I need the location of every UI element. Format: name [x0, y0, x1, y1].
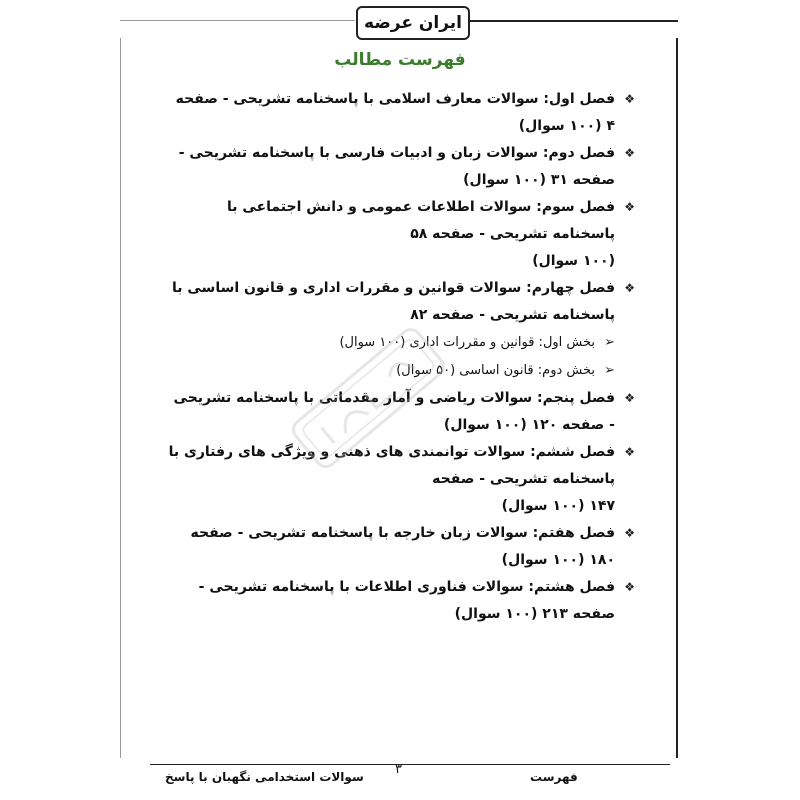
diamond-bullet-icon: ❖ — [624, 391, 635, 405]
toc-entry-chapter-1 — [165, 86, 635, 140]
diamond-bullet-icon: ❖ — [624, 146, 635, 160]
toc-entry-text: فصل اول: سوالات معارف اسلامی با پاسخنامه تشریحی - صفحه ۴ (۱۰۰ سوال) — [175, 91, 615, 134]
toc-entry-chapter-2 — [165, 140, 635, 194]
logo-text: ایران عرضه — [364, 13, 462, 33]
footer-rule — [150, 764, 670, 765]
footer-book-title: سوالات استخدامی نگهبان با پاسخ — [165, 770, 364, 784]
diamond-bullet-icon: ❖ — [624, 200, 635, 214]
toc-entry-chapter-7 — [165, 520, 635, 574]
page-number: ۳ — [395, 762, 402, 777]
toc-entry-text: فصل سوم: سوالات اطلاعات عمومی و دانش اجتماعی با پاسخنامه تشریحی - صفحه ۵۸ — [227, 199, 615, 242]
diamond-bullet-icon: ❖ — [624, 445, 635, 459]
toc-entry-continuation: (۱۰۰ سوال) — [532, 253, 615, 269]
footer-section-name: فهرست — [530, 770, 578, 784]
watermark-logo-icon — [270, 300, 470, 500]
page-footer — [0, 762, 800, 790]
page-border-left — [120, 38, 121, 758]
toc-title: فهرست مطالب — [334, 50, 466, 70]
diamond-bullet-icon: ❖ — [624, 281, 635, 295]
header-rule-right — [468, 20, 678, 22]
toc-entry-text: فصل هشتم: سوالات فناوری اطلاعات با پاسخنامه تشریحی - صفحه ۲۱۳ (۱۰۰ سوال) — [198, 579, 615, 622]
diamond-bullet-icon: ❖ — [624, 526, 635, 540]
toc-entry-text: فصل چهارم: سوالات قوانین و مقررات اداری و قانون اساسی با پاسخنامه تشریحی - صفحه ۸۲ — [172, 280, 615, 323]
toc-entry-text: فصل پنجم: سوالات ریاضی و آمار مقدماتی با پاسخنامه تشریحی - صفحه ۱۲۰ (۱۰۰ سوال) — [173, 390, 615, 433]
toc-entry-text: فصل هفتم: سوالات زبان خارجه با پاسخنامه تشریحی - صفحه ۱۸۰ (۱۰۰ سوال) — [190, 525, 615, 568]
header-rule-left — [120, 20, 355, 21]
toc-entry-text: فصل ششم: سوالات توانمندی های ذهنی و ویژگی های رفتاری با پاسخنامه تشریحی - صفحه — [168, 444, 615, 487]
arrow-bullet-icon: ➢ — [604, 335, 615, 350]
toc-entry-chapter-8 — [165, 574, 635, 628]
toc-entry-chapter-3 — [165, 194, 635, 275]
toc-entry-text: فصل دوم: سوالات زبان و ادبیات فارسی با پاسخنامه تشریحی - صفحه ۳۱ (۱۰۰ سوال) — [178, 145, 615, 188]
diamond-bullet-icon: ❖ — [624, 92, 635, 106]
arrow-bullet-icon: ➢ — [604, 363, 615, 378]
toc-entry-continuation: ۱۴۷ (۱۰۰ سوال) — [501, 498, 615, 514]
toc-subentry-text: بخش اول: قوانین و مقررات اداری (۱۰۰ سوال) — [339, 335, 595, 350]
page-border-right — [676, 38, 678, 758]
diamond-bullet-icon: ❖ — [624, 580, 635, 594]
iran-arzeh-logo — [356, 6, 470, 40]
toc-subentry-text: بخش دوم: قانون اساسی (۵۰ سوال) — [396, 363, 595, 378]
